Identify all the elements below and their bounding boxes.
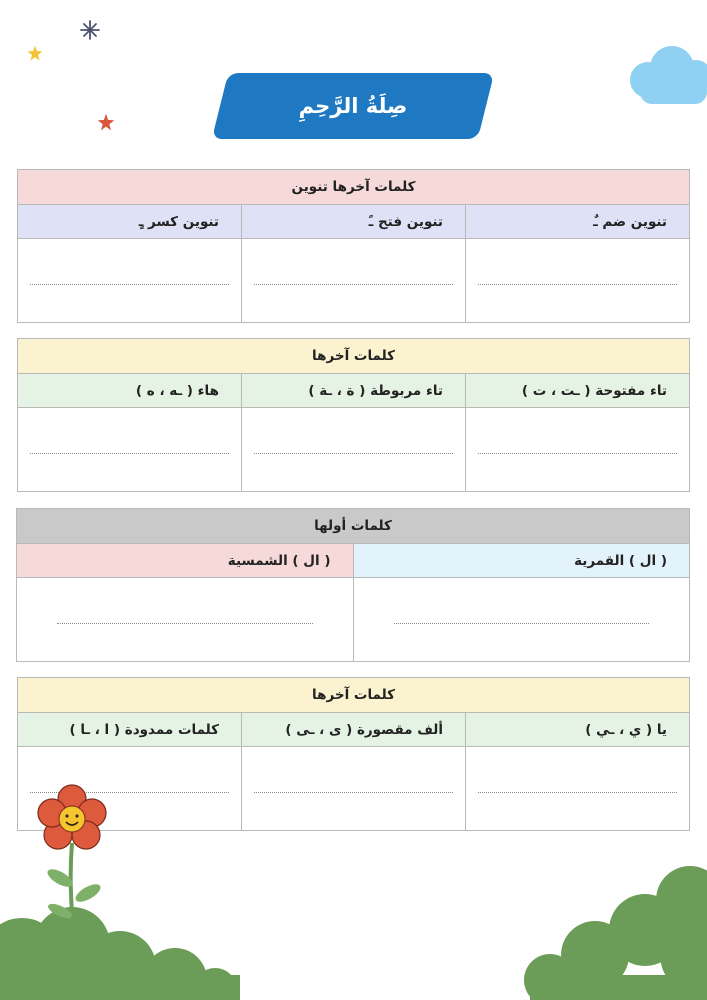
dotted-line xyxy=(254,792,453,793)
dotted-line xyxy=(478,792,677,793)
sparkle-icon xyxy=(78,18,102,42)
yellow-star-icon xyxy=(26,44,44,62)
column-header: تنوين ضم ـٌ xyxy=(466,205,690,239)
dotted-line xyxy=(30,284,229,285)
answer-cell[interactable] xyxy=(353,578,690,662)
red-star-icon xyxy=(96,112,116,132)
column-header: ( ال ) القمرية xyxy=(353,544,690,578)
worksheet-table-al xyxy=(16,508,690,662)
dotted-line xyxy=(478,284,677,285)
column-header: هاء ( ـه ، ه ) xyxy=(18,374,242,408)
answer-cell[interactable] xyxy=(466,408,690,492)
column-header: كلمات ممدودة ( ا ، ـا ) xyxy=(18,713,242,747)
page-title: صِلَةُ الرَّحِمِ xyxy=(298,94,408,118)
answer-cell[interactable] xyxy=(17,578,354,662)
title-banner xyxy=(220,73,486,139)
column-header: تاء مفتوحة ( ـت ، ت ) xyxy=(466,374,690,408)
dotted-line xyxy=(254,453,453,454)
answer-cell[interactable] xyxy=(18,408,242,492)
column-header: تنوين فتح ـً xyxy=(242,205,466,239)
column-header: ألف مقصورة ( ى ، ـى ) xyxy=(242,713,466,747)
answer-cell[interactable] xyxy=(18,239,242,323)
column-header: ( ال ) الشمسية xyxy=(17,544,354,578)
dotted-line xyxy=(478,453,677,454)
answer-cell[interactable] xyxy=(242,747,466,831)
cloud-icon xyxy=(626,40,707,112)
worksheet-table-taa-haa xyxy=(17,338,690,492)
dotted-line xyxy=(30,453,229,454)
bush-right-icon xyxy=(510,860,707,1000)
answer-cell[interactable] xyxy=(242,408,466,492)
column-header: تاء مربوطة ( ة ، ـة ) xyxy=(242,374,466,408)
section-header: كلمات أولها xyxy=(17,509,690,544)
smiling-flower-icon xyxy=(30,783,120,948)
section-header: كلمات آخرها xyxy=(18,339,690,374)
column-header: يا ( ي ، ـي ) xyxy=(466,713,690,747)
section-header: كلمات آخرها تنوين xyxy=(18,170,690,205)
answer-cell[interactable] xyxy=(466,747,690,831)
answer-cell[interactable] xyxy=(466,239,690,323)
dotted-line xyxy=(57,623,313,624)
answer-cell[interactable] xyxy=(242,239,466,323)
dotted-line xyxy=(394,623,650,624)
dotted-line xyxy=(254,284,453,285)
column-header: تنوين كسر ـٍ xyxy=(18,205,242,239)
worksheet-table-tanween xyxy=(17,169,690,323)
section-header: كلمات آخرها xyxy=(18,678,690,713)
